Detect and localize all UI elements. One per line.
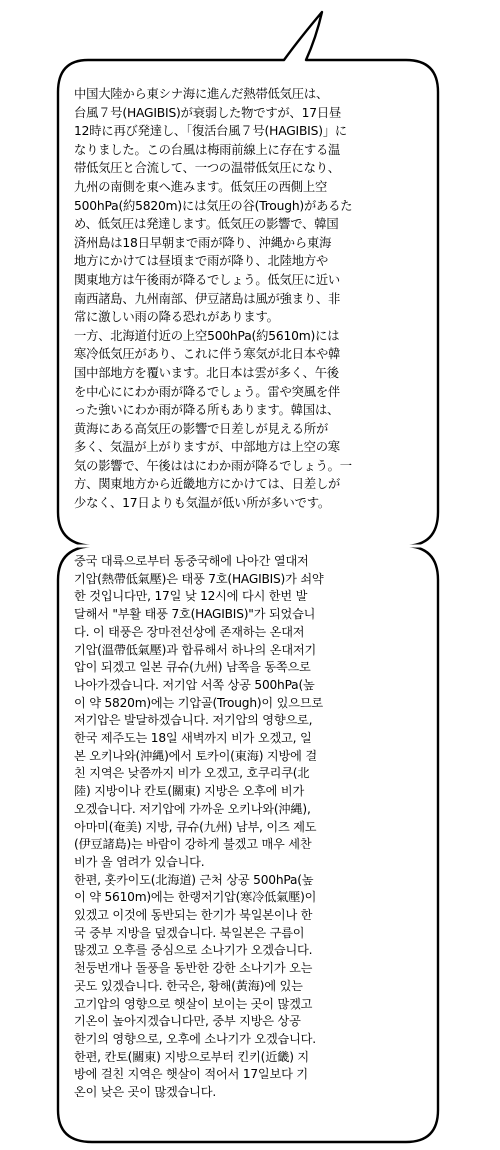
korean-paragraph-1: 중국 대륙으로부터 동중국해에 나아간 열대저 기압(熱帶低氣壓)은 태풍 7호(HAGIBIS)가 쇠약 한 것입니다만, 17일 낮 12시에 다시 한번 발 달해서 "부활 태풍 7호(HAGIBIS)"가 되었습니 다. 이 태풍은 장마전선상에 존재하는 온대저 기압(溫帶低氣壓)과 합류해서 하나의 온대저기 압이 되겠고 일본 큐슈(九州) 남쪽을 동쪽으로 나아가겠습니다. 저기압 서쪽 상공 500hPa(높 이 약 5820m)에는 기압골(Trough)이 있으므로 저기압은 발달하겠습니다. 저기압의 영향으로, 한국 제주도는 18일 새벽까지 비가 오겠고, 일 본 오키나와(沖縄)에서 토카이(東海) 지방에 걸 친 지역은 낮쯤까지 비가 오겠고, 호쿠리쿠(北 陸) 지방이나 칸토(關東) 지방은 오후에 비가 오겠습니다. 저기압에 가까운 오키나와(沖縄), 아마미(奄美) 지방, 큐슈(九州) 남부, 이즈 제도 (伊豆諸島)는 바람이 강하게 불겠고 매우 세찬 비가 올 염려가 있습니다.: [74, 554, 324, 869]
japanese-forecast-text: [74, 85, 430, 513]
korean-paragraph-2: 한편, 홋카이도(北海道) 근처 상공 500hPa(높 이 약 5610m)에는 한랭저기압(寒冷低氣壓)이 있겠고 이것에 동반되는 한기가 북일본이나 한 국 중부 지방을 덮겠습니다. 북일본은 구름이 많겠고 오후를 중심으로 소나기가 오겠습니다. 천둥번개나 돌풍을 동반한 강한 소나기가 오는 곳도 있겠습니다. 한국은, 황해(黃海)에 있는 고기압의 영향으로 햇살이 보이는 곳이 많겠고 기온이 높아지겠습니다만, 중부 지방은 상공 한기의 영향으로, 오후에 소나기가 오겠습니다. 한편, 칸토(關東) 지방으로부터 킨키(近畿) 지 방에 걸친 지역은 햇살이 적어서 17일보다 기 온이 낮은 곳이 많겠습니다.: [74, 872, 317, 1100]
japanese-paragraph-2: 一方、北海道付近の上空500hPa(約5610m)には 寒冷低気圧があり、これに伴う寒気が北日本や韓 国中部地方を覆います。北日本は雲が多く、午後 を中心ににわか雨が降るでしょう。雷や突風を伴 った強いにわか雨が降る所もあります。韓国は、 黄海にある高気圧の影響で日差しが見える所が 多く、気温が上がりますが、中部地方は上空の寒 気の影響で、午後ははにわか雨が降るでしょう。一 方、関東地方から近畿地方にかけては、日差しが 少なく、17日よりも気温が低い所が多いです。: [74, 328, 352, 511]
japanese-paragraph-1: 中国大陸から東シナ海に進んだ熱帯低気圧は、 台風７号(HAGIBIS)が衰弱した物ですが、17日昼 12時に再び発達し、「復活台風７号(HAGIBIS)」に なりました。この台風は梅雨前線上に存在する温 帯低気圧と合流して、一つの温帯低気圧になり、 九州の南側を東へ進みます。低気圧の西側上空 500hPa(約5820m)には気圧の谷(Trough)があるた め、低気圧は発達します。低気圧の影響で、韓国 済州島は18日早朝まで雨が降り、沖縄から東海 地方にかけては昼頃まで雨が降り、北陸地方や 関東地方は午後雨が降るでしょう。低気圧に近い 南西諸島、九州南部、伊豆諸島は風が強まり、非 常に激しい雨の降る恐れがあります。: [74, 87, 353, 325]
korean-forecast-text: [74, 553, 430, 1102]
